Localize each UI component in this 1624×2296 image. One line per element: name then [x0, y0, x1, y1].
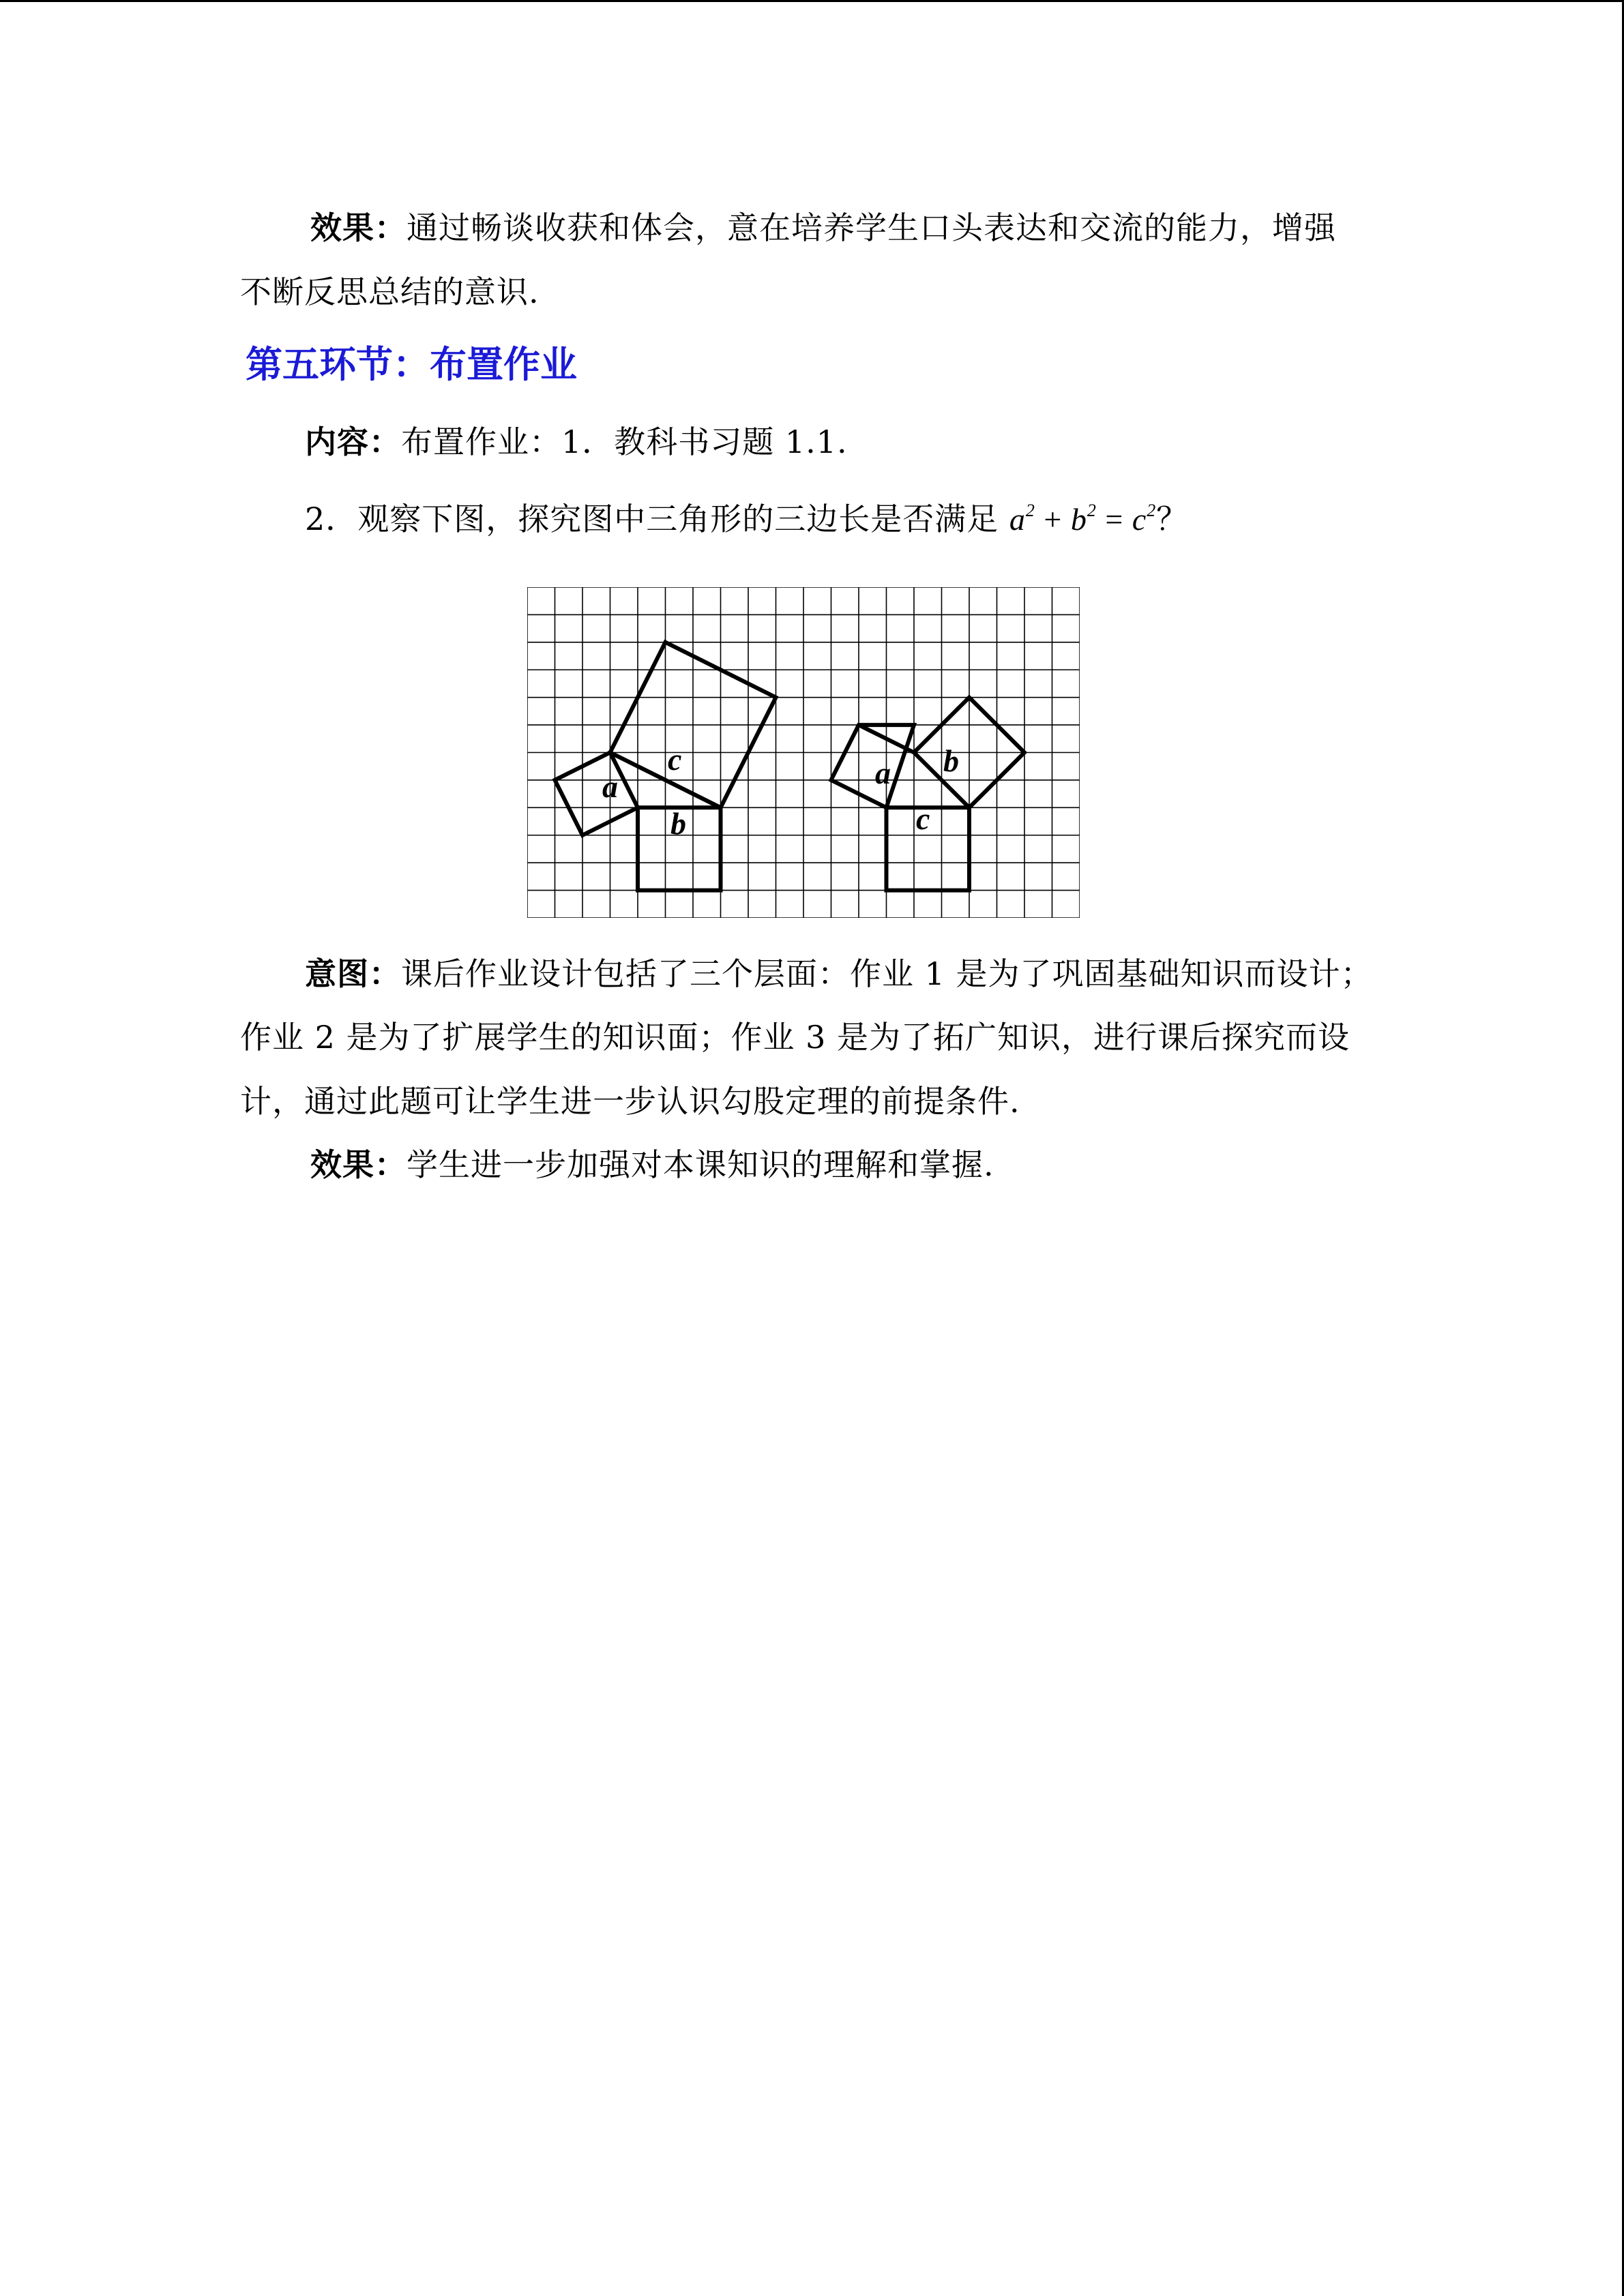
task-2-suffix: ？	[1156, 501, 1189, 537]
effect-2-label: 效果：	[310, 1146, 407, 1183]
effect-2-line	[310, 1146, 994, 1184]
intent-text-2: 作业 2 是为了扩展学生的知识面；作业 3 是为了拓广知识，进行课后探究而设	[240, 1019, 1350, 1056]
intent-line-3	[240, 1082, 1020, 1120]
right-square-a	[831, 725, 915, 807]
right-label-b: b	[943, 743, 959, 778]
intent-line-2	[240, 1018, 1350, 1056]
left-label-c: c	[668, 742, 682, 777]
intent-label: 意图：	[305, 955, 401, 992]
page-top-border	[0, 0, 1624, 2]
right-label-c: c	[916, 801, 930, 836]
content-line	[305, 423, 848, 461]
pythagorean-equation: $a^2 + b^2 = c^2$	[1009, 501, 1157, 537]
intent-text-3: 计，通过此题可让学生进一步认识勾股定理的前提条件.	[240, 1083, 1020, 1120]
effect-paragraph-line-2	[240, 273, 540, 311]
effect-paragraph-line-1	[310, 209, 1336, 247]
right-label-a: a	[875, 756, 891, 790]
effect-label: 效果：	[310, 209, 407, 246]
task-2-line	[305, 500, 1188, 539]
grid-figure	[527, 587, 1080, 918]
intent-text-1: 课后作业设计包括了三个层面：作业 1 是为了巩固基础知识而设计；	[401, 955, 1373, 992]
left-label-a: a	[602, 769, 618, 804]
left-label-b: b	[670, 806, 686, 841]
section-heading: 第五环节：布置作业	[246, 343, 577, 386]
content-label: 内容：	[305, 423, 401, 460]
effect-text-2: 不断反思总结的意识.	[240, 273, 540, 310]
task-2-prefix: 2．观察下图，探究图中三角形的三边长是否满足	[305, 501, 999, 537]
effect-2-text: 学生进一步加强对本课知识的理解和掌握.	[407, 1146, 994, 1183]
content-text: 布置作业：1．教科书习题 1.1.	[401, 423, 848, 460]
intent-line-1	[305, 955, 1373, 993]
effect-text-1: 通过畅谈收获和体会，意在培养学生口头表达和交流的能力，增强	[407, 209, 1336, 246]
left-square-a	[555, 753, 638, 835]
right-squares	[831, 698, 1025, 891]
